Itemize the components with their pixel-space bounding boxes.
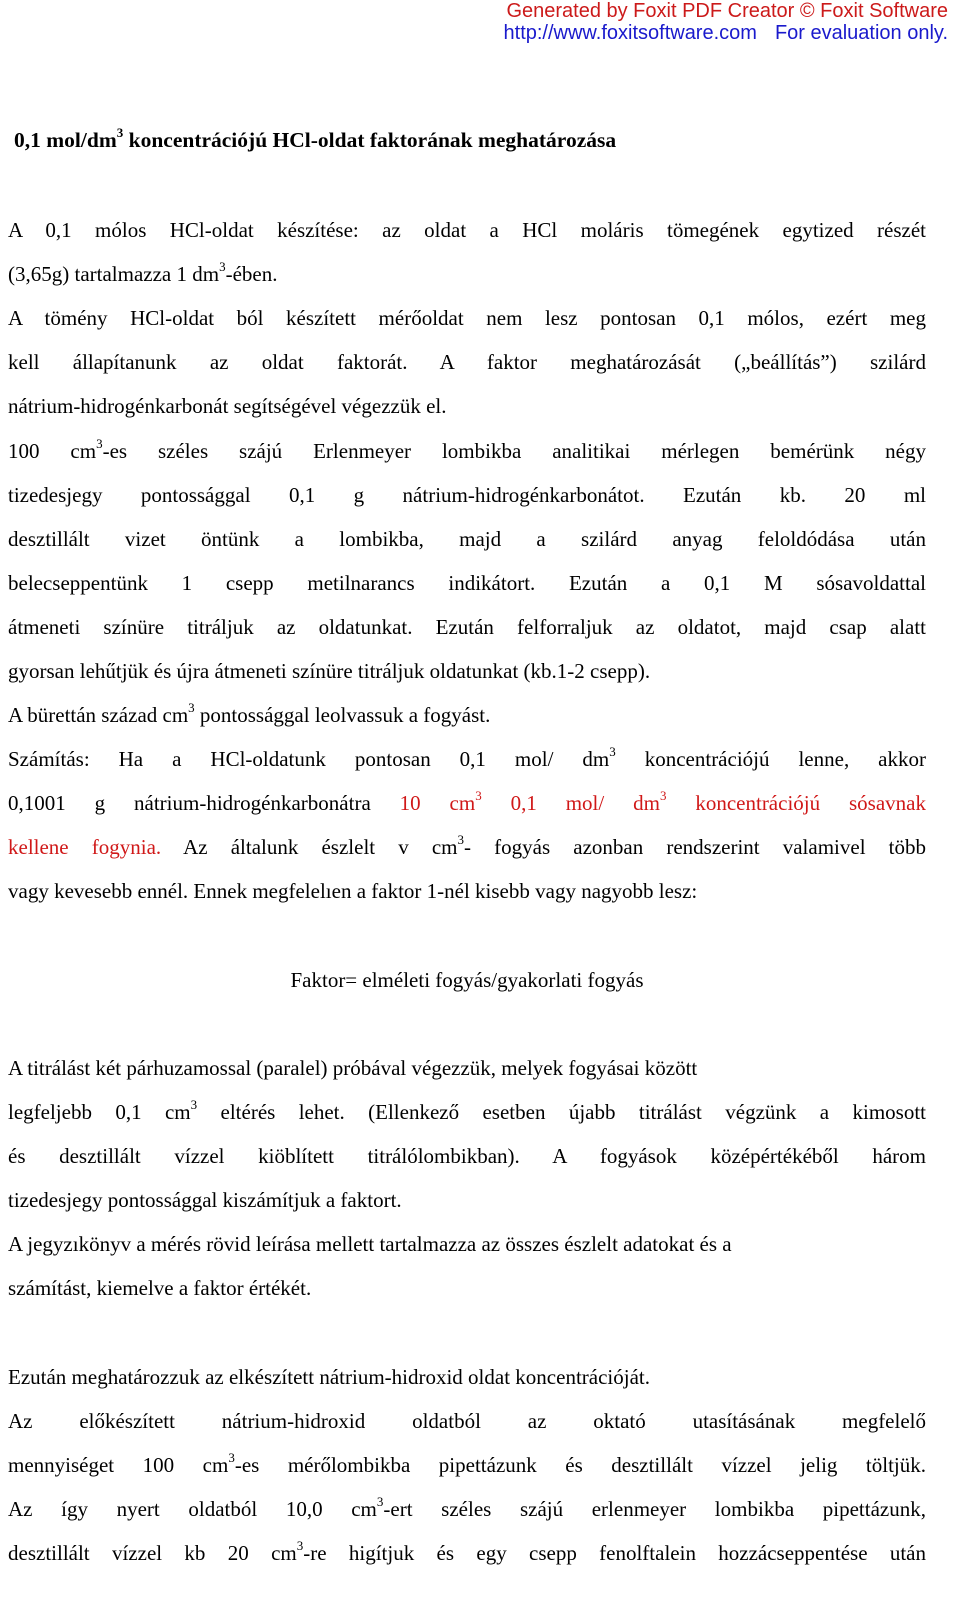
document-title: 0,1 mol/$dm^3$ koncentrációjú HCl-oldat faktorának meghatározása [14, 125, 617, 152]
text-line: átmeneti színüre titráljuk az oldatunkat. Ezután felforraljuk az oldatot, majd csap alatt [8, 615, 926, 639]
factor-formula: Faktor= elméleti fogyás/gyakorlati fogyás [290, 968, 644, 992]
text-line: nátrium-hidrogénkarbonát segítségével végezzük el. [8, 394, 447, 418]
text-line: tizedesjegy pontossággal kiszámítjuk a faktort. [8, 1188, 402, 1212]
text-line: kell állapítanunk az oldat faktorát. A faktor meghatározását („beállítás”) szilárd [8, 350, 926, 374]
watermark-url-link[interactable]: http://www.foxitsoftware.com [503, 22, 757, 44]
text-line: vagy kevesebb ennél. Ennek megfelelıen a faktor 1-nél kisebb vagy nagyobb lesz: [8, 879, 698, 903]
highlighted-text: 10 cm [399, 791, 476, 815]
text-line: számítást, kiemelve a faktor értékét. [8, 1276, 312, 1300]
foxit-watermark [504, 0, 948, 44]
text-line: és desztillált vízzel kiöblített titrálólombikban). A fogyások középértékéből három [8, 1144, 926, 1168]
text-line: Az előkészített nátrium-hidroxid oldatból az oktató utasításának megfelelő [8, 1409, 926, 1433]
watermark-line2 [504, 22, 948, 44]
text-line: 100 $cm^3-es$ széles szájú Erlenmeyer lombikba analitikai mérlegen bemérünk négy [8, 436, 926, 463]
text-line: 0,1001 g nátrium-hidrogénkarbonátra 10 $cm^3$ 0,1 mol/ $dm^3$ koncentrációjú sósavnak [8, 788, 926, 815]
text-line: tizedesjegy pontossággal 0,1 g nátrium-hidrogénkarbonátot. Ezután kb. 20 ml [8, 483, 926, 507]
text-line: A titrálást két párhuzamossal (paralel) próbával végezzük, melyek fogyásai között [8, 1056, 698, 1080]
text-line: desztillált vizet öntünk a lombikba, majd a szilárd anyag feloldódása után [8, 527, 926, 551]
text-line: (3,65g) tartalmazza 1 $dm^3$-ében. [8, 259, 278, 286]
text-line: A 0,1 mólos HCl-oldat készítése: az oldat a HCl moláris tömegének egytized részét [8, 218, 926, 242]
text-line: legfeljebb 0,1 $cm^3$ eltérés lehet. (Ellenkező esetben újabb titrálást végzünk a kimosott [8, 1097, 926, 1124]
text-line: A tömény HCl-oldat ból készített mérőoldat nem lesz pontosan 0,1 mólos, ezért meg [8, 306, 926, 330]
text-line: A jegyzıkönyv a mérés rövid leírása mellett tartalmazza az összes észlelt adatokat és a [8, 1232, 732, 1256]
watermark-evaluation-note: For evaluation only. [774, 22, 948, 44]
text-line: belecseppentünk 1 csepp metilnarancs indikátort. Ezután a 0,1 M sósavoldattal [8, 571, 926, 595]
text-line: gyorsan lehűtjük és újra átmeneti színüre titráljuk oldatunkat (kb.1-2 csepp). [8, 659, 651, 683]
text-line: mennyiséget 100 $cm^3-es$ mérőlombikba pipettázunk és desztillált vízzel jelig töltjük. [8, 1450, 927, 1477]
text-line: desztillált vízzel kb 20 $cm^3-re$ higítjuk és egy csepp fenolftalein hozzácseppentése után [8, 1538, 926, 1565]
watermark-generated-by: Generated by Foxit PDF Creator © Foxit Software [506, 0, 948, 22]
text-line: kellene fogynia. Az általunk észlelt v $cm^3-$ fogyás azonban rendszerint valamivel több [8, 832, 926, 859]
text-line: Számítás: Ha a HCl-oldatunk pontosan 0,1 mol/ $dm^3$ koncentrációjú lenne, akkor [8, 744, 926, 771]
text-line: A bürettán század $cm^3$ pontossággal leolvassuk a fogyást. [8, 700, 491, 727]
highlighted-text: kellene fogynia. [8, 835, 162, 859]
text-line: Az így nyert oldatból 10,0 $cm^3$-ert széles szájú erlenmeyer lombikba pipettázunk, [8, 1494, 926, 1521]
text-line: Ezután meghatározzuk az elkészített nátrium-hidroxid oldat koncentrációját. [8, 1365, 650, 1389]
